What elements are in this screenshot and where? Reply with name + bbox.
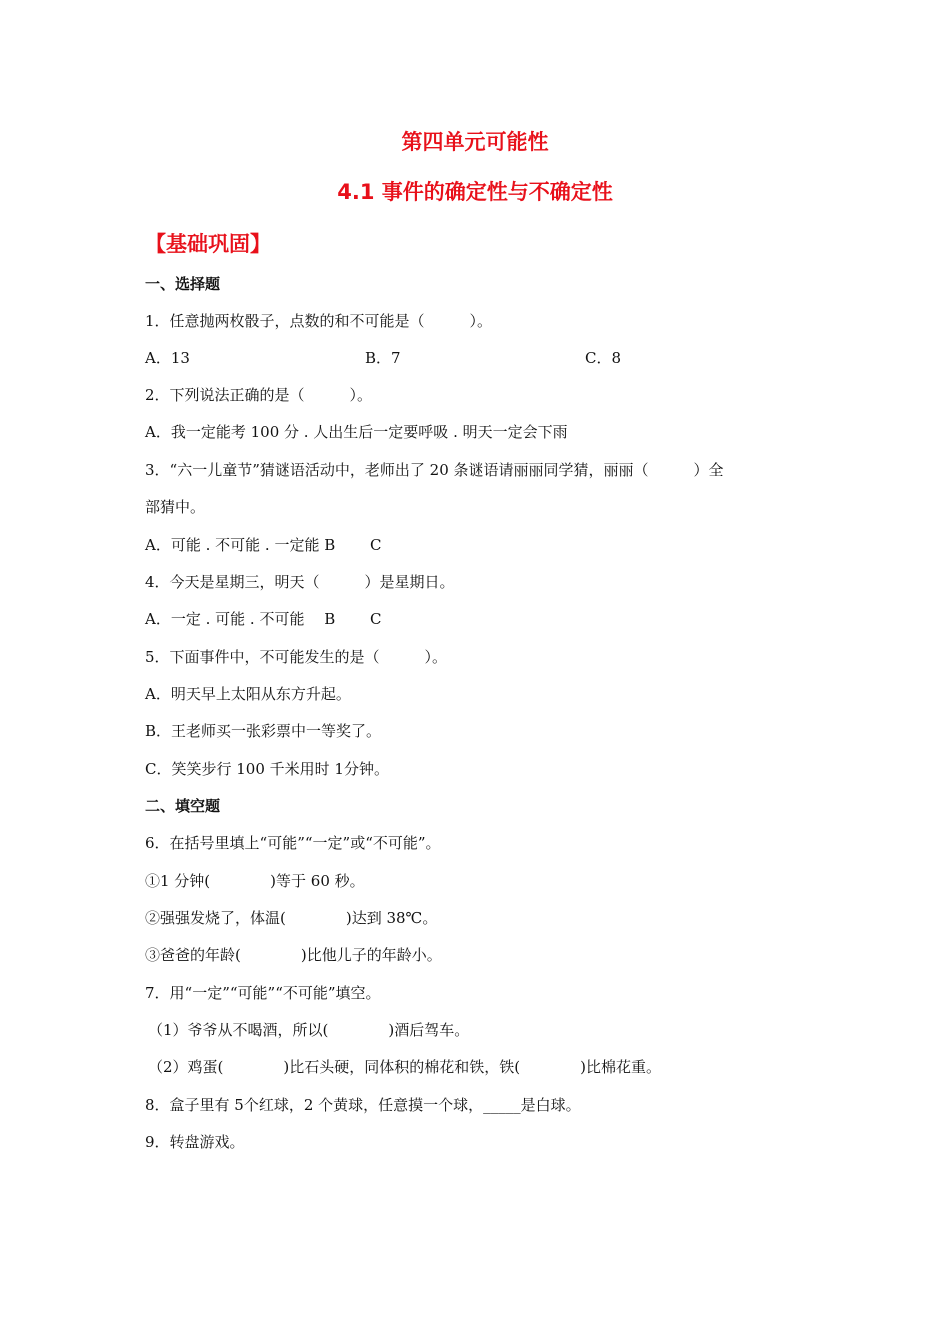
q6-item1: ①1 分钟( )等于 60 秒。: [145, 872, 365, 890]
q2-stem: 2．下列说法正确的是（ ）。: [145, 386, 373, 404]
lesson-title: 4.1 事件的确定性与不确定性: [337, 180, 613, 204]
q1-option-b: B．7: [365, 349, 401, 367]
q5-option-a: A．明天早上太阳从东方升起。: [145, 685, 351, 703]
q7-stem: 7．用“一定”“可能”“不可能”填空。: [145, 984, 381, 1002]
q3-options: A．可能 . 不可能 . 一定能 B C: [145, 536, 382, 554]
q6-stem: 6．在括号里填上“可能”“一定”或“不可能”。: [145, 834, 441, 852]
q2-options: A．我一定能考 100 分 . 人出生后一定要呼吸 . 明天一定会下雨: [145, 423, 568, 441]
q5-stem: 5．下面事件中，不可能发生的是（ ）。: [145, 648, 448, 666]
q3-stem-line2: 部猜中。: [145, 498, 206, 516]
q9-stem: 9．转盘游戏。: [145, 1133, 245, 1151]
q4-options: A．一定 . 可能 . 不可能 B C: [145, 610, 382, 628]
q8-stem: 8．盒子里有 5个红球，2 个黄球，任意摸一个球，_____是白球。: [145, 1096, 581, 1114]
q1-option-a: A．13: [145, 349, 190, 367]
unit-title: 第四单元可能性: [401, 130, 549, 154]
part1-heading: 一、选择题: [145, 275, 221, 293]
q6-item3: ③爸爸的年龄( )比他儿子的年龄小。: [145, 946, 442, 964]
q5-option-c: C．笑笑步行 100 千米用时 1分钟。: [145, 760, 389, 778]
q3-stem-line1: 3．“六一儿童节”猜谜语活动中，老师出了 20 条谜语请丽丽同学猜，丽丽（ ）全: [145, 461, 724, 479]
q1-stem: 1．任意抛两枚骰子，点数的和不可能是（ ）。: [145, 312, 493, 330]
q6-item2: ②强强发烧了，体温( )达到 38℃。: [145, 909, 438, 927]
section-heading-basic: 【基础巩固】: [145, 232, 271, 256]
q7-item1: （1）爷爷从不喝酒，所以( )酒后驾车。: [148, 1021, 470, 1039]
part2-heading: 二、填空题: [145, 797, 221, 815]
q5-option-b: B．王老师买一张彩票中一等奖了。: [145, 722, 382, 740]
q4-stem: 4．今天是星期三，明天（ ）是星期日。: [145, 573, 455, 591]
q7-item2: （2）鸡蛋( )比石头硬，同体积的棉花和铁，铁( )比棉花重。: [148, 1058, 661, 1076]
q1-option-c: C．8: [585, 349, 622, 367]
